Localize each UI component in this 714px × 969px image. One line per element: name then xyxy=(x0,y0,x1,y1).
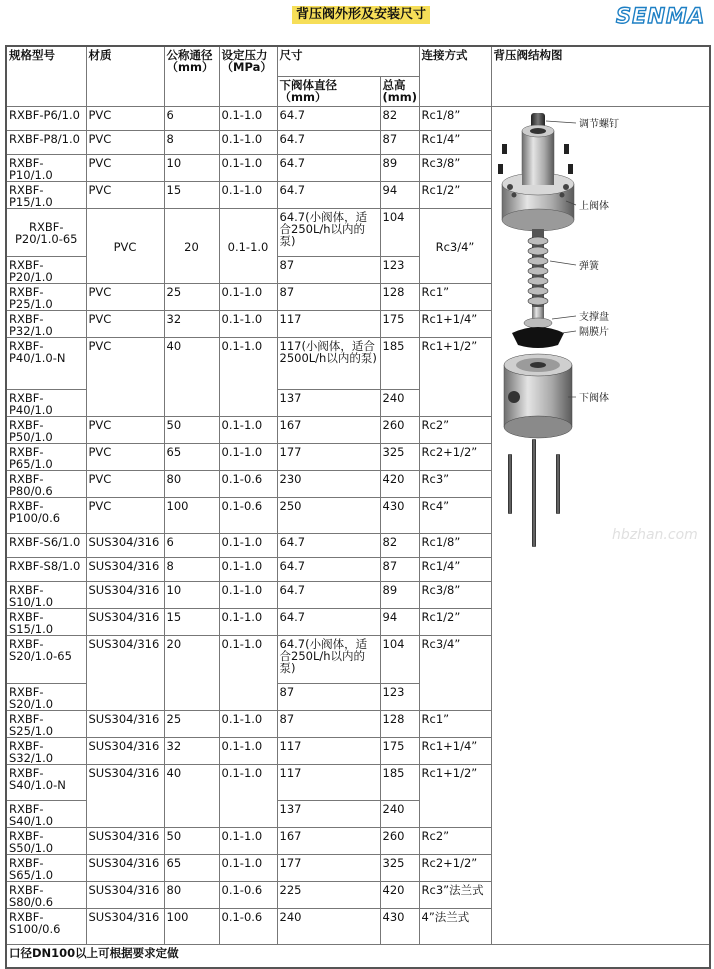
cell-model: RXBF-S50/1.0 xyxy=(6,827,86,854)
cell-height: 240 xyxy=(380,800,419,827)
diaphragm-icon xyxy=(512,327,564,348)
cell-connection: Rc2” xyxy=(419,416,491,443)
cell-dn: 15 xyxy=(164,181,219,208)
cell-dn: 20 xyxy=(164,208,219,283)
cell-diameter: 117 xyxy=(277,310,380,337)
cell-material: SUS304/316 xyxy=(86,737,164,764)
cell-material: PVC xyxy=(86,106,164,130)
cell-material: SUS304/316 xyxy=(86,827,164,854)
label-support-disc: 支撑盘 xyxy=(578,311,609,323)
cell-pressure: 0.1-1.0 xyxy=(219,581,277,608)
cell-dn: 10 xyxy=(164,154,219,181)
header-pressure: 设定压力（MPa） xyxy=(219,46,277,106)
cell-model: RXBF-S65/1.0 xyxy=(6,854,86,881)
cell-material: SUS304/316 xyxy=(86,557,164,581)
cell-pressure: 0.1-1.0 xyxy=(219,854,277,881)
cell-dn: 65 xyxy=(164,443,219,470)
cell-connection: Rc2+1/2” xyxy=(419,854,491,881)
cell-pressure: 0.1-1.0 xyxy=(219,106,277,130)
cell-diameter: 117 xyxy=(277,764,380,800)
cell-dn: 32 xyxy=(164,310,219,337)
cell-dn: 50 xyxy=(164,416,219,443)
cell-pressure: 0.1-1.0 xyxy=(219,443,277,470)
cell-dn: 6 xyxy=(164,106,219,130)
cell-model: RXBF-S6/1.0 xyxy=(6,533,86,557)
cell-connection: Rc1+1/2” xyxy=(419,337,491,416)
cell-height: 104 xyxy=(380,208,419,256)
cell-dn: 10 xyxy=(164,581,219,608)
cell-dn: 40 xyxy=(164,764,219,827)
cell-model: RXBF-S40/1.0 xyxy=(6,800,86,827)
cell-connection: Rc1/8” xyxy=(419,106,491,130)
cell-model: RXBF-P6/1.0 xyxy=(6,106,86,130)
cell-connection: Rc3/8” xyxy=(419,581,491,608)
header-size: 尺寸 xyxy=(277,46,419,76)
bolts-icon xyxy=(508,439,560,547)
cell-model: RXBF-P10/1.0 xyxy=(6,154,86,181)
cell-model: RXBF-S8/1.0 xyxy=(6,557,86,581)
cell-pressure: 0.1-1.0 xyxy=(219,416,277,443)
cell-model: RXBF-P20/1.0-65 xyxy=(6,208,86,256)
cell-dn: 8 xyxy=(164,557,219,581)
cell-connection: Rc1/2” xyxy=(419,608,491,635)
cell-model: RXBF-S80/0.6 xyxy=(6,881,86,908)
cell-model: RXBF-S100/0.6 xyxy=(6,908,86,944)
header-model: 规格型号 xyxy=(6,46,86,106)
cell-material: PVC xyxy=(86,154,164,181)
cell-diameter: 167 xyxy=(277,827,380,854)
cell-height: 128 xyxy=(380,710,419,737)
page-title: 背压阀外形及安装尺寸 xyxy=(292,6,430,24)
cell-height: 175 xyxy=(380,310,419,337)
cell-pressure: 0.1-1.0 xyxy=(219,608,277,635)
spring-icon xyxy=(528,229,548,319)
cell-connection: Rc1+1/4” xyxy=(419,737,491,764)
cell-model: RXBF-S40/1.0-N xyxy=(6,764,86,800)
cell-connection: Rc1+1/4” xyxy=(419,310,491,337)
cell-material: SUS304/316 xyxy=(86,881,164,908)
upper-valve-body-icon xyxy=(498,125,574,231)
label-adjust-screw: 调节螺钉 xyxy=(578,118,619,130)
cell-diameter: 177 xyxy=(277,854,380,881)
cell-connection: Rc4” xyxy=(419,497,491,533)
cell-dn: 50 xyxy=(164,827,219,854)
cell-pressure: 0.1-1.0 xyxy=(219,154,277,181)
cell-connection: 4”法兰式 xyxy=(419,908,491,944)
cell-material: PVC xyxy=(86,416,164,443)
label-spring: 弹簧 xyxy=(578,260,599,272)
cell-model: RXBF-P40/1.0-N xyxy=(6,337,86,389)
cell-material: PVC xyxy=(86,470,164,497)
header-height: 总高(mm) xyxy=(380,76,419,106)
support-disc-icon xyxy=(524,307,552,328)
cell-model: RXBF-P65/1.0 xyxy=(6,443,86,470)
cell-pressure: 0.1-1.0 xyxy=(219,181,277,208)
cell-dn: 25 xyxy=(164,710,219,737)
cell-diameter: 117(小阀体，适合2500L/h以内的泵) xyxy=(277,337,380,389)
cell-dn: 100 xyxy=(164,497,219,533)
cell-diameter: 117 xyxy=(277,737,380,764)
header-connection: 连接方式 xyxy=(419,46,491,106)
cell-material: PVC xyxy=(86,283,164,310)
cell-pressure: 0.1-1.0 xyxy=(219,130,277,154)
label-diaphragm: 隔膜片 xyxy=(578,326,609,338)
cell-material: PVC xyxy=(86,497,164,533)
cell-connection: Rc3/4” xyxy=(419,635,491,710)
cell-height: 260 xyxy=(380,416,419,443)
cell-diameter: 230 xyxy=(277,470,380,497)
diagram-cell xyxy=(491,106,710,944)
cell-height: 240 xyxy=(380,389,419,416)
cell-dn: 100 xyxy=(164,908,219,944)
cell-pressure: 0.1-0.6 xyxy=(219,470,277,497)
cell-diameter: 225 xyxy=(277,881,380,908)
cell-height: 94 xyxy=(380,608,419,635)
cell-pressure: 0.1-1.0 xyxy=(219,635,277,710)
spec-table xyxy=(5,45,711,969)
cell-material: SUS304/316 xyxy=(86,710,164,737)
cell-diameter: 250 xyxy=(277,497,380,533)
cell-diameter: 64.7 xyxy=(277,581,380,608)
cell-pressure: 0.1-0.6 xyxy=(219,881,277,908)
cell-height: 185 xyxy=(380,337,419,389)
cell-material: SUS304/316 xyxy=(86,908,164,944)
cell-dn: 65 xyxy=(164,854,219,881)
cell-height: 260 xyxy=(380,827,419,854)
cell-height: 89 xyxy=(380,154,419,181)
cell-dn: 40 xyxy=(164,337,219,416)
cell-connection: Rc3”法兰式 xyxy=(419,881,491,908)
cell-diameter: 64.7(小阀体，适合250L/h以内的泵) xyxy=(277,208,380,256)
cell-pressure: 0.1-1.0 xyxy=(219,737,277,764)
cell-pressure: 0.1-1.0 xyxy=(219,337,277,416)
cell-dn: 6 xyxy=(164,533,219,557)
cell-material: PVC xyxy=(86,443,164,470)
cell-diameter: 87 xyxy=(277,710,380,737)
cell-diameter: 64.7 xyxy=(277,154,380,181)
cell-model: RXBF-P100/0.6 xyxy=(6,497,86,533)
header-diameter: 下阀体直径（mm） xyxy=(277,76,380,106)
header-material: 材质 xyxy=(86,46,164,106)
cell-height: 82 xyxy=(380,106,419,130)
cell-model: RXBF-S15/1.0 xyxy=(6,608,86,635)
cell-connection: Rc3/8” xyxy=(419,154,491,181)
cell-material: SUS304/316 xyxy=(86,581,164,608)
cell-diameter: 137 xyxy=(277,800,380,827)
cell-model: RXBF-P25/1.0 xyxy=(6,283,86,310)
cell-material: SUS304/316 xyxy=(86,533,164,557)
cell-material: PVC xyxy=(86,130,164,154)
cell-height: 128 xyxy=(380,283,419,310)
cell-connection: Rc1+1/2” xyxy=(419,764,491,827)
cell-diameter: 87 xyxy=(277,683,380,710)
cell-height: 123 xyxy=(380,256,419,283)
cell-connection: Rc2” xyxy=(419,827,491,854)
cell-height: 94 xyxy=(380,181,419,208)
cell-diameter: 137 xyxy=(277,389,380,416)
cell-material: SUS304/316 xyxy=(86,854,164,881)
cell-height: 420 xyxy=(380,881,419,908)
cell-height: 185 xyxy=(380,764,419,800)
cell-diameter: 64.7 xyxy=(277,608,380,635)
label-upper-body: 上阀体 xyxy=(578,200,609,212)
cell-diameter: 64.7 xyxy=(277,557,380,581)
cell-pressure: 0.1-1.0 xyxy=(219,827,277,854)
footer-note: 口径DN100以上可根据要求定做 xyxy=(6,944,710,968)
cell-connection: Rc3” xyxy=(419,470,491,497)
cell-model: RXBF-S20/1.0-65 xyxy=(6,635,86,683)
cell-model: RXBF-S32/1.0 xyxy=(6,737,86,764)
cell-connection: Rc1/2” xyxy=(419,181,491,208)
cell-diameter: 64.7 xyxy=(277,533,380,557)
cell-pressure: 0.1-1.0 xyxy=(219,208,277,283)
cell-material: PVC xyxy=(86,181,164,208)
cell-connection: Rc2+1/2” xyxy=(419,443,491,470)
cell-model: RXBF-P8/1.0 xyxy=(6,130,86,154)
header-diagram: 背压阀结构图 xyxy=(491,46,710,106)
spec-table-body xyxy=(6,106,710,944)
cell-connection: Rc3/4” xyxy=(419,208,491,283)
cell-dn: 32 xyxy=(164,737,219,764)
cell-diameter: 64.7(小阀体，适合250L/h以内的泵) xyxy=(277,635,380,683)
cell-pressure: 0.1-1.0 xyxy=(219,310,277,337)
cell-material: PVC xyxy=(86,337,164,416)
cell-diameter: 167 xyxy=(277,416,380,443)
cell-diameter: 64.7 xyxy=(277,181,380,208)
cell-pressure: 0.1-0.6 xyxy=(219,908,277,944)
cell-dn: 80 xyxy=(164,881,219,908)
cell-dn: 25 xyxy=(164,283,219,310)
cell-material: SUS304/316 xyxy=(86,635,164,710)
cell-connection: Rc1/4” xyxy=(419,130,491,154)
cell-connection: Rc1/4” xyxy=(419,557,491,581)
cell-model: RXBF-P50/1.0 xyxy=(6,416,86,443)
header-dn: 公称通径（mm） xyxy=(164,46,219,106)
cell-height: 175 xyxy=(380,737,419,764)
cell-diameter: 240 xyxy=(277,908,380,944)
cell-height: 82 xyxy=(380,533,419,557)
cell-pressure: 0.1-1.0 xyxy=(219,283,277,310)
cell-height: 89 xyxy=(380,581,419,608)
cell-height: 420 xyxy=(380,470,419,497)
cell-pressure: 0.1-1.0 xyxy=(219,710,277,737)
cell-model: RXBF-P20/1.0 xyxy=(6,256,86,283)
cell-dn: 20 xyxy=(164,635,219,710)
cell-diameter: 64.7 xyxy=(277,106,380,130)
lower-valve-body-icon xyxy=(504,354,572,438)
cell-diameter: 177 xyxy=(277,443,380,470)
cell-height: 123 xyxy=(380,683,419,710)
cell-model: RXBF-P15/1.0 xyxy=(6,181,86,208)
cell-model: RXBF-S25/1.0 xyxy=(6,710,86,737)
cell-height: 87 xyxy=(380,130,419,154)
cell-pressure: 0.1-1.0 xyxy=(219,764,277,827)
cell-material: PVC xyxy=(86,310,164,337)
cell-material: SUS304/316 xyxy=(86,608,164,635)
cell-pressure: 0.1-0.6 xyxy=(219,497,277,533)
cell-model: RXBF-P40/1.0 xyxy=(6,389,86,416)
cell-connection: Rc1” xyxy=(419,283,491,310)
cell-pressure: 0.1-1.0 xyxy=(219,533,277,557)
cell-height: 430 xyxy=(380,497,419,533)
cell-height: 325 xyxy=(380,443,419,470)
cell-connection: Rc1/8” xyxy=(419,533,491,557)
cell-height: 430 xyxy=(380,908,419,944)
table-row xyxy=(6,106,710,130)
cell-model: RXBF-S10/1.0 xyxy=(6,581,86,608)
brand-logo: SENMA xyxy=(616,4,706,28)
cell-pressure: 0.1-1.0 xyxy=(219,557,277,581)
watermark: hbzhan.com xyxy=(611,526,698,543)
cell-height: 87 xyxy=(380,557,419,581)
cell-model: RXBF-P80/0.6 xyxy=(6,470,86,497)
cell-diameter: 64.7 xyxy=(277,130,380,154)
label-lower-body: 下阀体 xyxy=(578,392,609,404)
cell-model: RXBF-P32/1.0 xyxy=(6,310,86,337)
cell-dn: 15 xyxy=(164,608,219,635)
cell-diameter: 87 xyxy=(277,256,380,283)
cell-material: SUS304/316 xyxy=(86,764,164,827)
cell-connection: Rc1” xyxy=(419,710,491,737)
cell-model: RXBF-S20/1.0 xyxy=(6,683,86,710)
cell-height: 104 xyxy=(380,635,419,683)
cell-material: PVC xyxy=(86,208,164,283)
valve-structure-diagram xyxy=(494,109,709,549)
cell-diameter: 87 xyxy=(277,283,380,310)
cell-dn: 80 xyxy=(164,470,219,497)
cell-dn: 8 xyxy=(164,130,219,154)
cell-height: 325 xyxy=(380,854,419,881)
